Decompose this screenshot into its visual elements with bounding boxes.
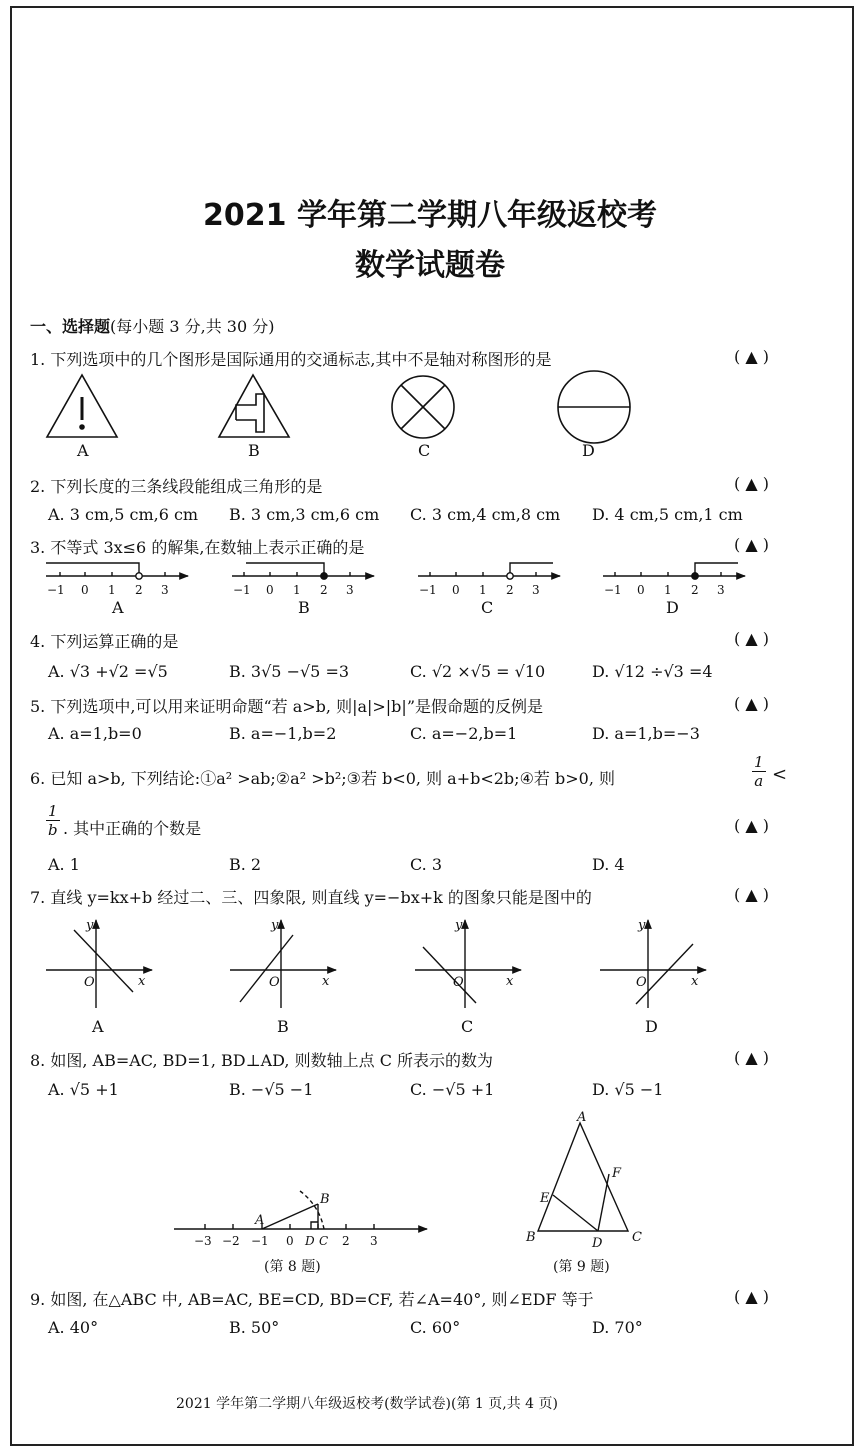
q7a-origin: O xyxy=(84,975,95,990)
q3b-tick-0: 0 xyxy=(266,583,274,597)
q4-answer-mark: ( ▲ ) xyxy=(734,629,769,648)
q9-option-a: A. 40° xyxy=(48,1318,99,1337)
q7c-origin: O xyxy=(453,975,464,990)
section-heading-note: (每小题 3 分,共 30 分) xyxy=(110,317,275,336)
q9-caption: (第 9 题) xyxy=(553,1259,610,1275)
q7-answer-mark: ( ▲ ) xyxy=(734,885,769,904)
q2-option-a: A. 3 cm,5 cm,6 cm xyxy=(48,505,199,524)
q4-option-a: A. √3 +√2 =√5 xyxy=(48,662,168,681)
q5-stem: 5. 下列选项中,可以用来证明命题“若 a>b, 则|a|>|b|”是假命题的反例是 xyxy=(30,697,543,716)
q5-option-d: D. a=1,b=−3 xyxy=(592,724,700,743)
q8-point-b: B xyxy=(320,1192,330,1207)
q6-stem-a: 6. 已知 a>b, 下列结论:①a² >ab;②a² >b²;③若 b<0, 则 a+b<2b;④若 b>0, 则 xyxy=(30,769,615,788)
q8-option-a: A. √5 +1 xyxy=(48,1080,119,1099)
q3-label-c: C xyxy=(481,598,494,617)
q3d-tick-1: 1 xyxy=(664,583,672,597)
q3a-tick-3: 3 xyxy=(161,583,169,597)
q1-label-b: B xyxy=(248,441,260,460)
q6-option-c: C. 3 xyxy=(410,855,443,874)
exam-subtitle: 数学试题卷 xyxy=(355,248,505,283)
q3-stem: 3. 不等式 3x≤6 的解集,在数轴上表示正确的是 xyxy=(30,538,365,557)
q7-label-c: C xyxy=(461,1017,474,1036)
q7d-origin: O xyxy=(636,975,647,990)
q6-frac2-den: b xyxy=(47,821,58,839)
q6-frac1-den: a xyxy=(754,772,764,790)
q5-option-a: A. a=1,b=0 xyxy=(48,724,142,743)
q8-caption: (第 8 题) xyxy=(264,1259,321,1275)
q4-option-b: B. 3√5 −√5 =3 xyxy=(229,662,350,681)
q3d-tick-0: 0 xyxy=(637,583,645,597)
q8-tick-neg2: −2 xyxy=(222,1234,240,1248)
q7b-axis-y: y xyxy=(271,918,279,933)
q7-stem: 7. 直线 y=kx+b 经过二、三、四象限, 则直线 y=−bx+k 的图象只能是图中的 xyxy=(30,888,592,907)
q3a-tick-2: 2 xyxy=(135,583,143,597)
q9-option-c: C. 60° xyxy=(410,1318,461,1337)
q3b-tick-1: 1 xyxy=(293,583,301,597)
q3c-tick-0: 0 xyxy=(452,583,460,597)
q6-option-b: B. 2 xyxy=(229,855,262,874)
q1-label-a: A xyxy=(77,441,89,460)
q9-option-b: B. 50° xyxy=(229,1318,280,1337)
q2-stem: 2. 下列长度的三条线段能组成三角形的是 xyxy=(30,477,323,496)
q7d-axis-y: y xyxy=(638,918,646,933)
q3-answer-mark: ( ▲ ) xyxy=(734,535,769,554)
q7a-axis-y: y xyxy=(86,918,94,933)
q3-label-d: D xyxy=(666,598,679,617)
q3a-tick-0: 0 xyxy=(81,583,89,597)
q3c-tick-1: 1 xyxy=(479,583,487,597)
q7-label-b: B xyxy=(277,1017,289,1036)
q8-tick-d: D xyxy=(305,1234,315,1248)
q7d-axis-x: x xyxy=(691,974,699,989)
q3-label-a: A xyxy=(112,598,124,617)
q5-option-c: C. a=−2,b=1 xyxy=(410,724,518,743)
q2-option-c: C. 3 cm,4 cm,8 cm xyxy=(410,505,561,524)
q7a-axis-x: x xyxy=(138,974,146,989)
section-heading xyxy=(30,314,274,337)
q8-tick-2: 2 xyxy=(342,1234,350,1248)
q9-point-e: E xyxy=(540,1191,550,1206)
q3b-tick-neg1: −1 xyxy=(233,583,251,597)
q6-frac2-num: 1 xyxy=(48,802,58,820)
q3a-tick-1: 1 xyxy=(108,583,116,597)
q6-fraction-1-over-b xyxy=(46,802,60,839)
q9-point-c: C xyxy=(632,1230,642,1245)
q8-option-c: C. −√5 +1 xyxy=(410,1080,495,1099)
q9-option-d: D. 70° xyxy=(592,1318,643,1337)
q3d-tick-neg1: −1 xyxy=(604,583,622,597)
q4-option-c: C. √2 ×√5 = √10 xyxy=(410,662,546,681)
q7-label-d: D xyxy=(645,1017,658,1036)
q3b-tick-3: 3 xyxy=(346,583,354,597)
q3c-tick-2: 2 xyxy=(506,583,514,597)
q6-option-a: A. 1 xyxy=(48,855,80,874)
q3c-tick-3: 3 xyxy=(532,583,540,597)
q2-option-d: D. 4 cm,5 cm,1 cm xyxy=(592,505,743,524)
q8-tick-neg1: −1 xyxy=(251,1234,269,1248)
q6-frac1-num: 1 xyxy=(754,753,764,771)
q9-point-a: A xyxy=(577,1110,587,1125)
q7-label-a: A xyxy=(92,1017,104,1036)
q8-tick-c: C xyxy=(319,1234,329,1248)
q1-label-c: C xyxy=(418,441,431,460)
q8-answer-mark: ( ▲ ) xyxy=(734,1048,769,1067)
q7c-axis-y: y xyxy=(455,918,463,933)
q8-option-b: B. −√5 −1 xyxy=(229,1080,314,1099)
page-footer: 2021 学年第二学期八年级返校考(数学试卷)(第 1 页,共 4 页) xyxy=(176,1396,558,1412)
q3c-tick-neg1: −1 xyxy=(419,583,437,597)
q5-option-b: B. a=−1,b=2 xyxy=(229,724,337,743)
q6-option-d: D. 4 xyxy=(592,855,625,874)
q9-point-b: B xyxy=(526,1230,536,1245)
q9-answer-mark: ( ▲ ) xyxy=(734,1287,769,1306)
q7b-axis-x: x xyxy=(322,974,330,989)
q4-stem: 4. 下列运算正确的是 xyxy=(30,632,179,651)
q1-answer-mark: ( ▲ ) xyxy=(734,347,769,366)
q3d-tick-3: 3 xyxy=(717,583,725,597)
q4-option-d: D. √12 ÷√3 =4 xyxy=(592,662,713,681)
q9-stem: 9. 如图, 在△ABC 中, AB=AC, BE=CD, BD=CF, 若∠A=40°, 则∠EDF 等于 xyxy=(30,1290,594,1309)
q5-answer-mark: ( ▲ ) xyxy=(734,694,769,713)
q6-answer-mark: ( ▲ ) xyxy=(734,816,769,835)
q9-point-f: F xyxy=(612,1166,622,1181)
q1-label-d: D xyxy=(582,441,595,460)
q8-tick-3: 3 xyxy=(370,1234,378,1248)
q2-option-b: B. 3 cm,3 cm,6 cm xyxy=(229,505,380,524)
q2-answer-mark: ( ▲ ) xyxy=(734,474,769,493)
q9-point-d: D xyxy=(592,1236,603,1251)
q8-option-d: D. √5 −1 xyxy=(592,1080,664,1099)
q6-fraction-1-over-a xyxy=(752,753,766,790)
q3-label-b: B xyxy=(298,598,310,617)
q7c-axis-x: x xyxy=(506,974,514,989)
q8-tick-0: 0 xyxy=(286,1234,294,1248)
q6-stem-b: . 其中正确的个数是 xyxy=(63,819,202,838)
q7b-origin: O xyxy=(269,975,280,990)
q1-stem: 1. 下列选项中的几个图形是国际通用的交通标志,其中不是轴对称图形的是 xyxy=(30,350,552,369)
q8-point-a: A xyxy=(255,1213,265,1228)
q8-stem: 8. 如图, AB=AC, BD=1, BD⊥AD, 则数轴上点 C 所表示的数为 xyxy=(30,1051,494,1070)
exam-title: 2021 学年第二学期八年级返校考 xyxy=(203,198,657,233)
q8-tick-neg3: −3 xyxy=(194,1234,212,1248)
q3a-tick-neg1: −1 xyxy=(47,583,65,597)
q3b-tick-2: 2 xyxy=(320,583,328,597)
section-heading-text: 一、选择题 xyxy=(30,317,111,336)
q6-less-than: < xyxy=(772,764,788,785)
q3d-tick-2: 2 xyxy=(691,583,699,597)
